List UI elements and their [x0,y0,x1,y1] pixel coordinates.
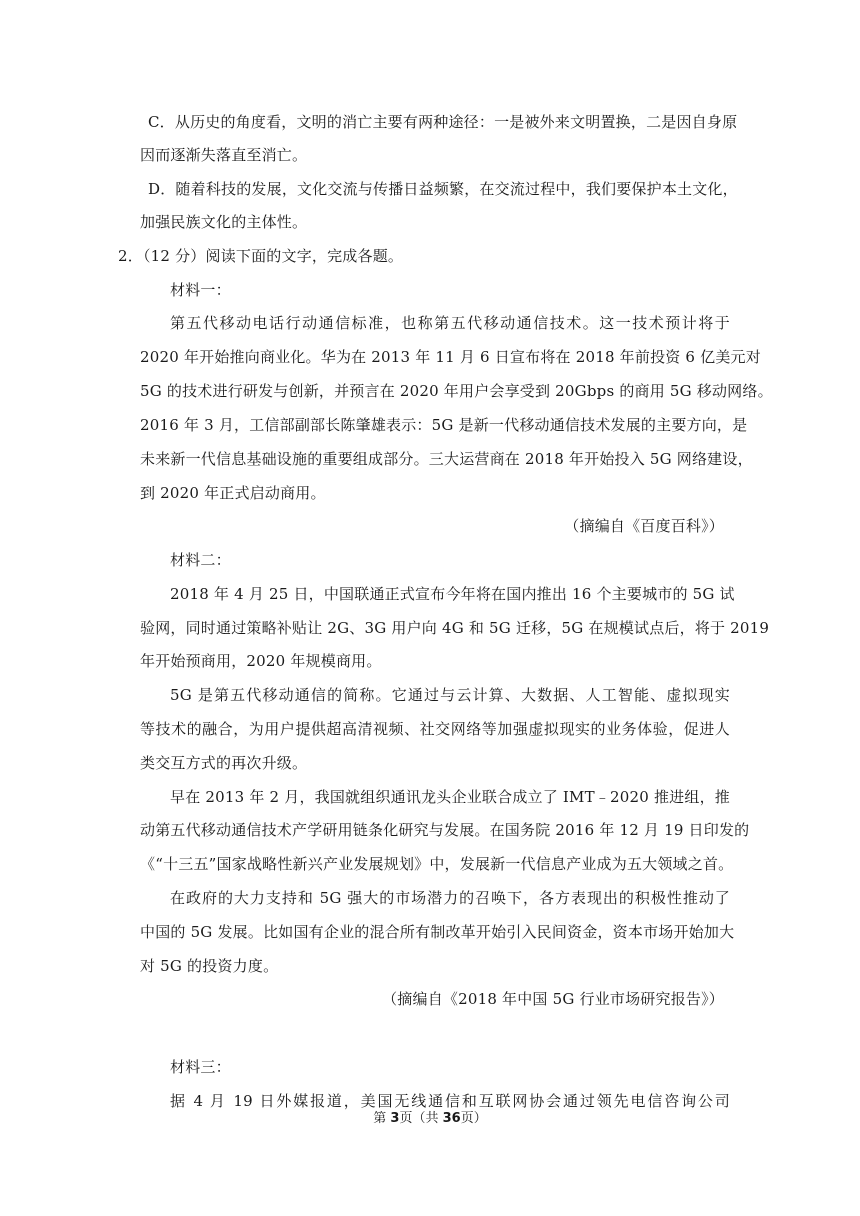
material-1-source: （摘编自《百度百科》） [564,517,724,535]
material-1-line: 到 2020 年正式启动商用。 [140,484,326,502]
material-3-line: 据 4 月 19 日外媒报道，美国无线通信和互联网协会通过领先电信咨询公司 [170,1092,730,1110]
footer-middle: 页（共 [399,1111,443,1126]
footer-page-number: 3 [390,1111,400,1126]
option-d-line-1: D．随着科技的发展，文化交流与传播日益频繁，在交流过程中，我们要保护本土文化， [148,180,738,198]
material-1-line: 未来新一代信息基础设施的重要组成部分。三大运营商在 2018 年开始投入 5G 网络建设， [140,450,753,468]
material-1-line: 第五代移动电话行动通信标准，也称第五代移动通信技术。这一技术预计将于 [170,314,730,332]
material-3-title: 材料三： [170,1058,231,1076]
material-2-paragraph-1-line: 年开始预商用，2020 年规模商用。 [140,652,382,670]
material-1-line: 2016 年 3 月，工信部副部长陈肇雄表示：5G 是新一代移动通信技术发展的主要方向，是 [140,416,748,434]
material-2-source: （摘编自《2018 年中国 5G 行业市场研究报告》） [382,990,724,1008]
material-2-paragraph-3-line: 《“十三五”国家战略性新兴产业发展规划》中，发展新一代信息产业成为五大领域之首。 [140,855,734,873]
material-2-paragraph-2-line: 类交互方式的再次升级。 [140,754,308,772]
material-2-paragraph-1-line: 2018 年 4 月 25 日，中国联通正式宣布今年将在国内推出 16 个主要城市的 5G 试 [170,585,735,603]
material-2-paragraph-2-line: 等技术的融合，为用户提供超高清视频、社交网络等加强虚拟现实的业务体验，促进人 [140,720,730,738]
material-2-paragraph-4-line: 对 5G 的投资力度。 [140,957,279,975]
footer-prefix: 第 [373,1111,391,1126]
option-d-line-2: 加强民族文化的主体性。 [140,213,308,231]
material-2-paragraph-2-line: 5G 是第五代移动通信的简称。它通过与云计算、大数据、人工智能、虚拟现实 [170,686,730,704]
option-c-line-1: C．从历史的角度看，文明的消亡主要有两种途径：一是被外来文明置换，二是因自身原 [148,113,738,131]
material-1-line: 2020 年开始推向商业化。华为在 2013 年 11 月 6 日宣布将在 2018 年前投资 6 亿美元对 [140,348,761,366]
material-1-title: 材料一： [170,281,231,299]
footer-total-pages: 36 [442,1111,461,1126]
option-c-line-2: 因而逐渐失落直至消亡。 [140,146,308,164]
material-2-paragraph-4-line: 中国的 5G 发展。比如国有企业的混合所有制改革开始引入民间资金，资本市场开始加大 [140,923,735,941]
footer-suffix: 页） [460,1111,487,1126]
material-2-paragraph-3-line: 早在 2013 年 2 月，我国就组织通讯龙头企业联合成立了 IMT﹣2020 推进组，推 [170,788,730,806]
page-footer [0,1110,860,1128]
material-2-paragraph-1-line: 验网，同时通过策略补贴让 2G、3G 用户向 4G 和 5G 迁移，5G 在规模试点后，将于 2019 [140,619,770,637]
material-1-line: 5G 的技术进行研发与创新，并预言在 2020 年用户会享受到 20Gbps 的商用 5G 移动网络。 [140,382,773,400]
question-2-heading: 2．（12 分）阅读下面的文字，完成各题。 [118,247,404,265]
material-2-paragraph-4-line: 在政府的大力支持和 5G 强大的市场潜力的召唤下，各方表现出的积极性推动了 [170,889,730,907]
material-2-paragraph-3-line: 动第五代移动通信技术产学研用链条化研究与发展。在国务院 2016 年 12 月 19 日印发的 [140,821,750,839]
material-2-title: 材料二： [170,551,231,569]
